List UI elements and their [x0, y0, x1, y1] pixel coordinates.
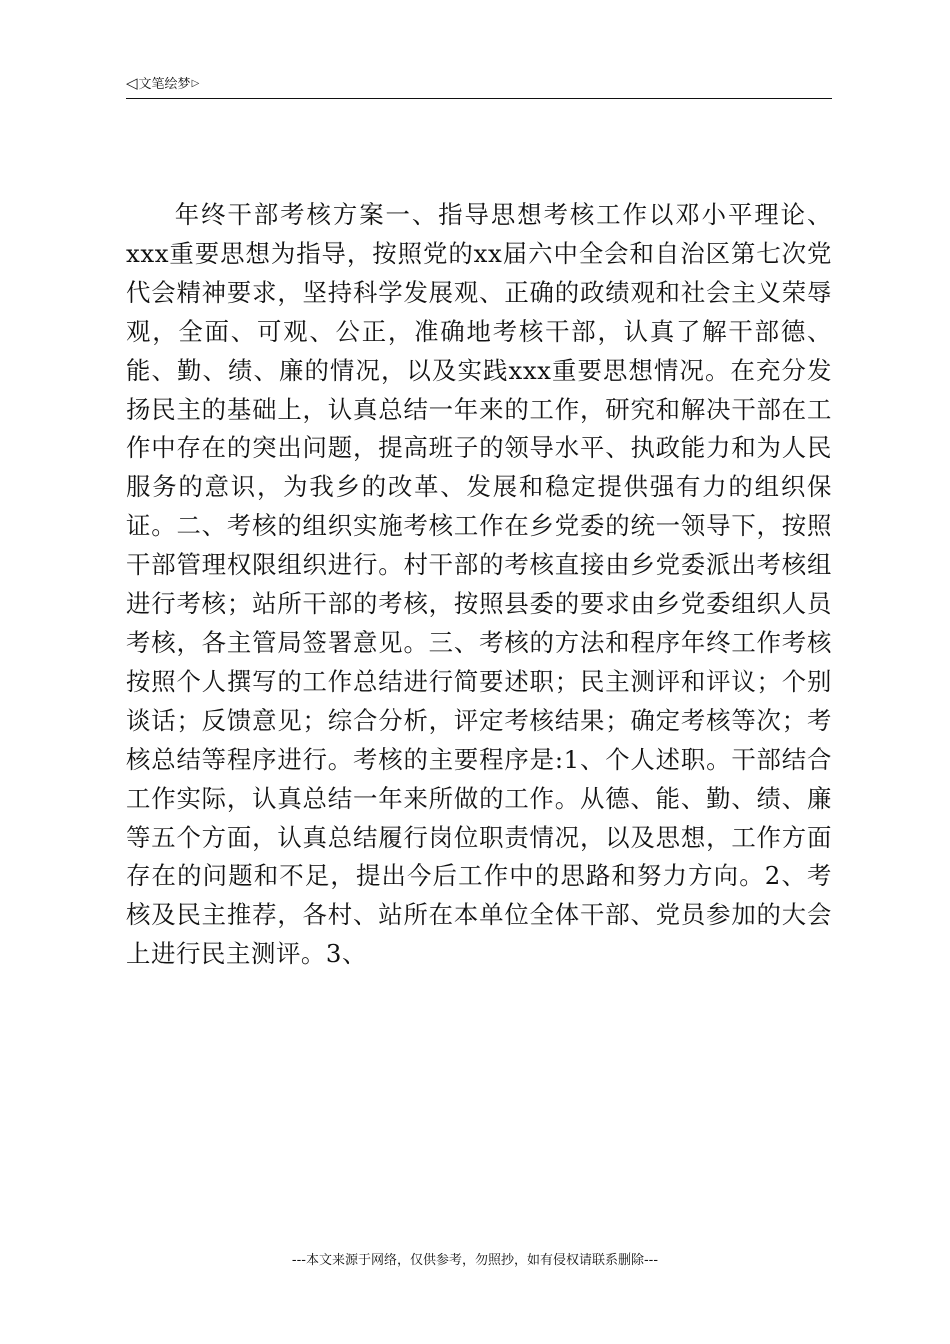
body-paragraph: 年终干部考核方案一、指导思想考核工作以邓小平理论、xxx重要思想为指导，按照党的xx届六中全会和自治区第七次党代会精神要求，坚持科学发展观、正确的政绩观和社会主义荣辱观，全面、可观、公正，准确地考核干部，认真了解干部德、能、勤、绩、廉的情况，以及实践xxx重要思想情况。在充分发扬民主的基础上，认真总结一年来的工作，研究和解决干部在工作中存在的突出问题，提高班子的领导水平、执政能力和为人民服务的意识，为我乡的改革、发展和稳定提供强有力的组织保证。二、考核的组织实施考核工作在乡党委的统一领导下，按照干部管理权限组织进行。村干部的考核直接由乡党委派出考核组进行考核；站所干部的考核，按照县委的要求由乡党委组织人员考核，各主管局签署意见。三、考核的方法和程序年终工作考核按照个人撰写的工作总结进行简要述职；民主测评和评议；个别谈话；反馈意见；综合分析，评定考核结果；确定考核等次；考核总结等程序进行。考核的主要程序是:1、个人述职。干部结合工作实际，认真总结一年来所做的工作。从德、能、勤、绩、廉等五个方面，认真总结履行岗位职责情况，以及思想，工作方面存在的问题和不足，提出今后工作中的思路和努力方向。2、考核及民主推荐，各村、站所在本单位全体干部、党员参加的大会上进行民主测评。3、: [126, 200, 832, 969]
left-triangle-icon: ◁: [126, 74, 138, 92]
page-header: [126, 72, 832, 99]
brand-text: 文笔绘梦: [138, 77, 191, 92]
footer-notice: ---本文来源于网络，仅供参考，勿照抄，如有侵权请联系删除---: [291, 1253, 659, 1268]
right-triangle-icon: ▷: [191, 78, 200, 89]
header-brand: [126, 74, 199, 94]
